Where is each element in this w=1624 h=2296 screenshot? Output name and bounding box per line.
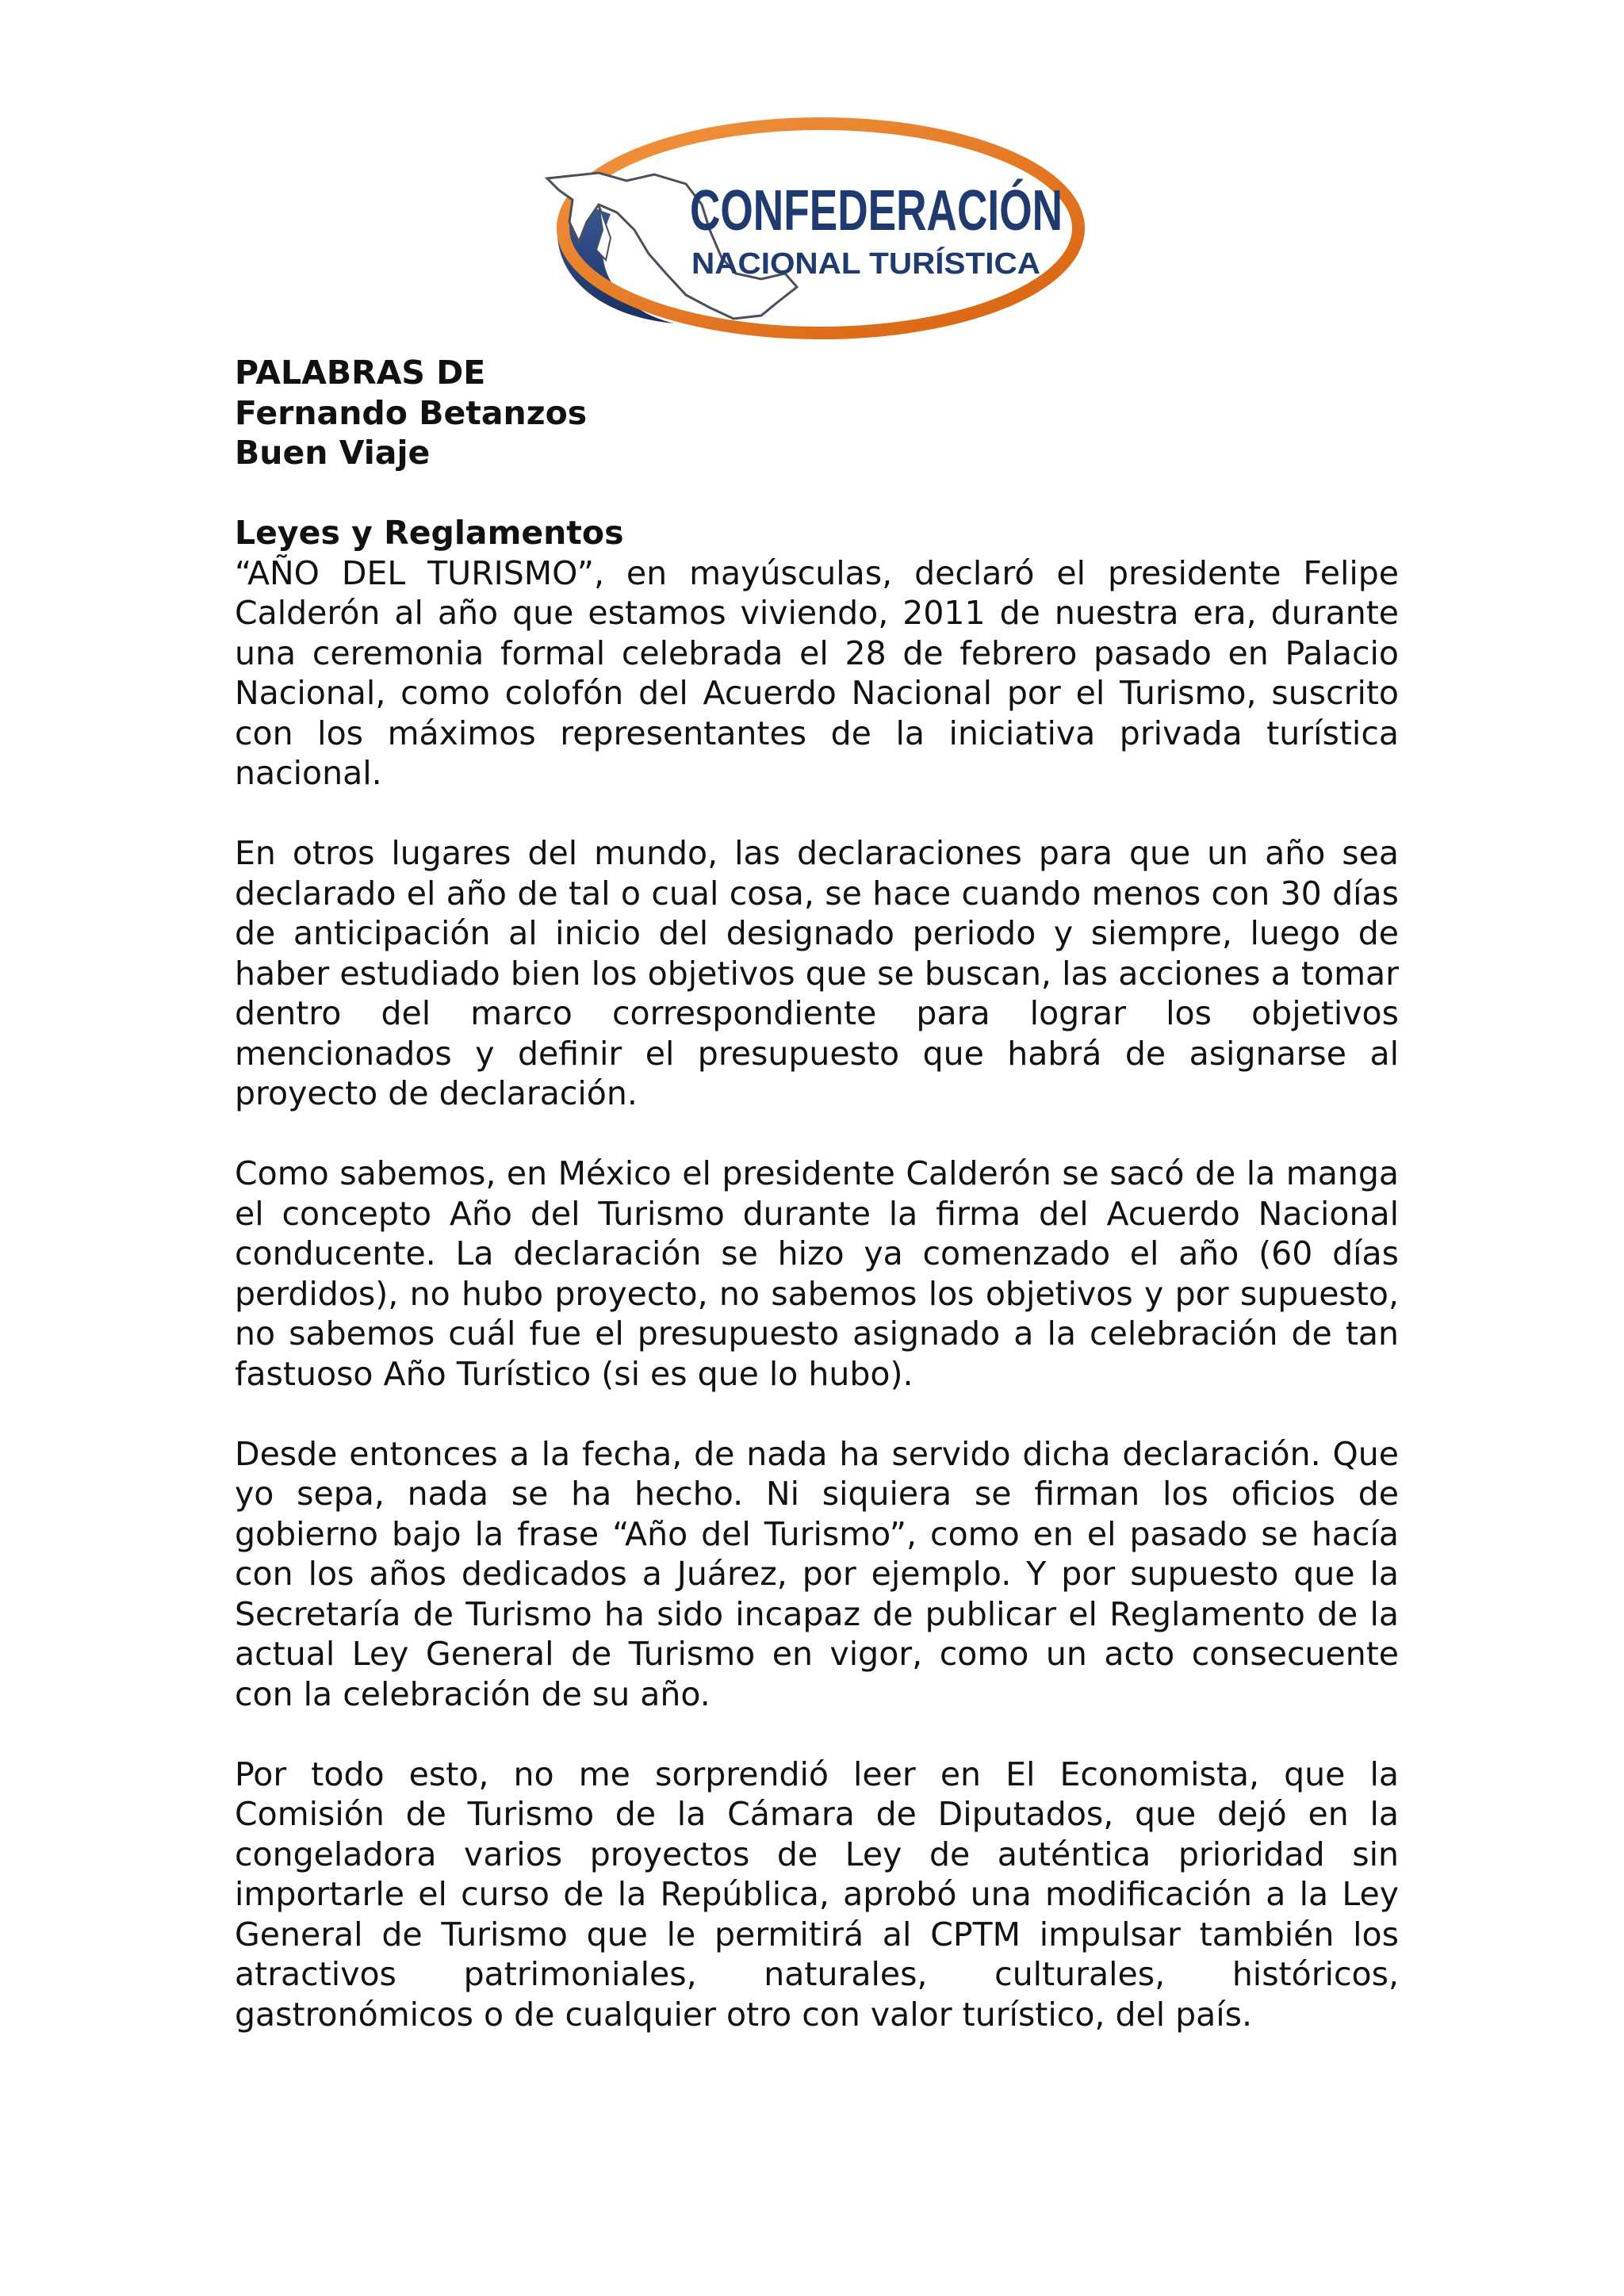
publication-name: Buen Viaje — [235, 434, 431, 472]
author-name: Fernando Betanzos — [235, 393, 588, 432]
paragraph-1: “AÑO DEL TURISMO”, en mayúsculas, declaró el presidente Felipe Calderón al año que estamos viviendo, 2011 de nuestra era, durante una ceremonia formal celebrada el 28 de febrero pasado en Palacio Nacional, como colofón del Acuerdo Nacional por el Turismo, suscrito con los máximos representantes de la iniciativa privada turística nacional. — [235, 553, 1399, 792]
section-title: Leyes y Reglamentos — [235, 514, 624, 552]
paragraph-2: En otros lugares del mundo, las declaraciones para que un año sea declarado el año de tal o cual cosa, se hace cuando menos con 30 días de anticipación al inicio del designado periodo y siempre, luego de haber estudiado bien los objetivos que se buscan, las acciones a tomar dentro del marco correspondiente para lograr los objetivos mencionados y definir el presupuesto que habrá de asignarse al proyecto de declaración. — [235, 834, 1399, 1112]
logo-line-1: CONFEDERACIÓN — [690, 179, 1195, 243]
document-body — [235, 353, 1399, 2034]
confederacion-logo — [523, 111, 1195, 349]
logo-line-2: NACIONAL TURÍSTICA — [691, 247, 1020, 281]
header-line-1: PALABRAS DE — [235, 354, 486, 392]
paragraph-5: Por todo esto, no me sorprendió leer en El Economista, que la Comisión de Turismo de la Cámara de Diputados, que dejó en la congeladora varios proyectos de Ley de auténtica prioridad sin importarle el curso de la República, aprobó una modificación a la Ley General de Turismo que le permitirá al CPTM impulsar también los atractivos patrimoniales, naturales, culturales, históricos, gastronómicos o de cualquier otro con valor turístico, del país. — [235, 1755, 1399, 2034]
paragraph-3: Como sabemos, en México el presidente Calderón se sacó de la manga el concepto Año del Turismo durante la firma del Acuerdo Nacional conducente. La declaración se hizo ya comenzado el año (60 días perdidos), no hubo proyecto, no sabemos los objetivos y por supuesto, no sabemos cuál fue el presupuesto asignado a la celebración de tan fastuoso Año Turístico (si es que lo hubo). — [235, 1154, 1399, 1393]
paragraph-4: Desde entonces a la fecha, de nada ha servido dicha declaración. Que yo sepa, nada se ha hecho. Ni siquiera se firman los oficios de gobierno bajo la frase “Año del Turismo”, como en el pasado se hacía con los años dedicados a Juárez, por ejemplo. Y por supuesto que la Secretaría de Turismo ha sido incapaz de publicar el Reglamento de la actual Ley General de Turismo en vigor, como un acto consecuente con la celebración de su año. — [235, 1434, 1399, 1713]
